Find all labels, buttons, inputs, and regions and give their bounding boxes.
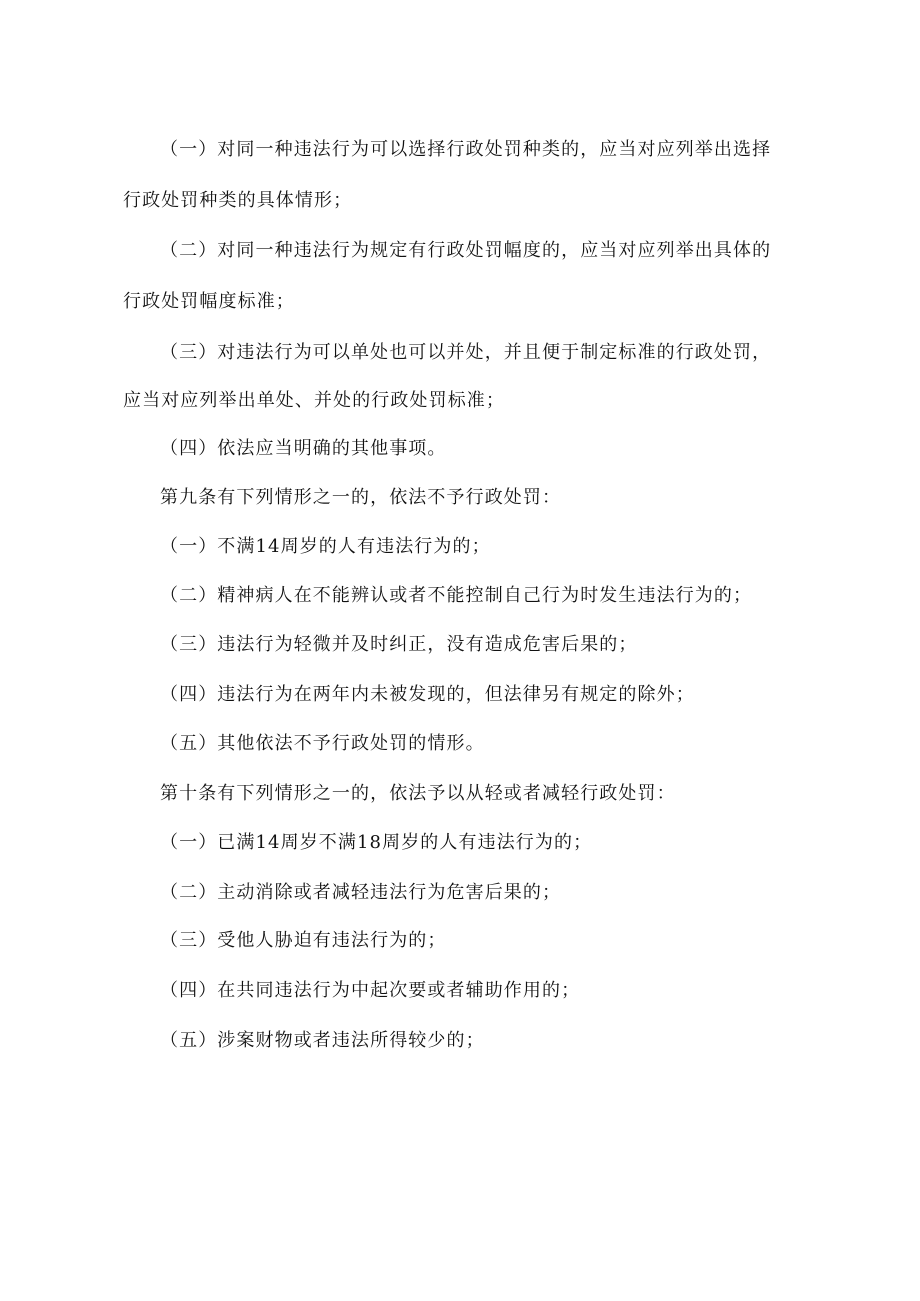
paragraph-line: 行政处罚种类的具体情形； <box>123 190 353 211</box>
paragraph-line: 行政处罚幅度标准； <box>123 291 295 312</box>
list-item: （一）不满14周岁的人有违法行为的； <box>160 536 491 557</box>
list-item: （二）精神病人在不能辨认或者不能控制自己行为时发生违法行为的； <box>160 585 753 606</box>
article-heading: 第九条有下列情形之一的，依法不予行政处罚： <box>160 487 562 508</box>
list-item: （三）违法行为轻微并及时纠正，没有造成危害后果的； <box>160 634 638 655</box>
list-item: （三）受他人胁迫有违法行为的； <box>160 930 447 951</box>
paragraph-line: （三）对违法行为可以单处也可以并处，并且便于制定标准的行政处罚， <box>160 342 772 363</box>
list-item: （四）在共同违法行为中起次要或者辅助作用的； <box>160 980 581 1001</box>
article-heading: 第十条有下列情形之一的，依法予以从轻或者减轻行政处罚： <box>160 783 676 804</box>
paragraph-line: （一）对同一种违法行为可以选择行政处罚种类的，应当对应列举出选择 <box>160 139 772 160</box>
list-item: （四）违法行为在两年内未被发现的，但法律另有规定的除外； <box>160 684 695 705</box>
paragraph-line: （四）依法应当明确的其他事项。 <box>160 438 447 459</box>
list-item: （一）已满14周岁不满18周岁的人有违法行为的； <box>160 832 593 853</box>
list-item: （五）涉案财物或者违法所得较少的； <box>160 1030 485 1051</box>
list-item: （五）其他依法不予行政处罚的情形。 <box>160 733 485 754</box>
list-item: （二）主动消除或者减轻违法行为危害后果的； <box>160 882 562 903</box>
paragraph-line: （二）对同一种违法行为规定有行政处罚幅度的，应当对应列举出具体的 <box>160 240 772 261</box>
paragraph-line: 应当对应列举出单处、并处的行政处罚标准； <box>123 390 505 411</box>
